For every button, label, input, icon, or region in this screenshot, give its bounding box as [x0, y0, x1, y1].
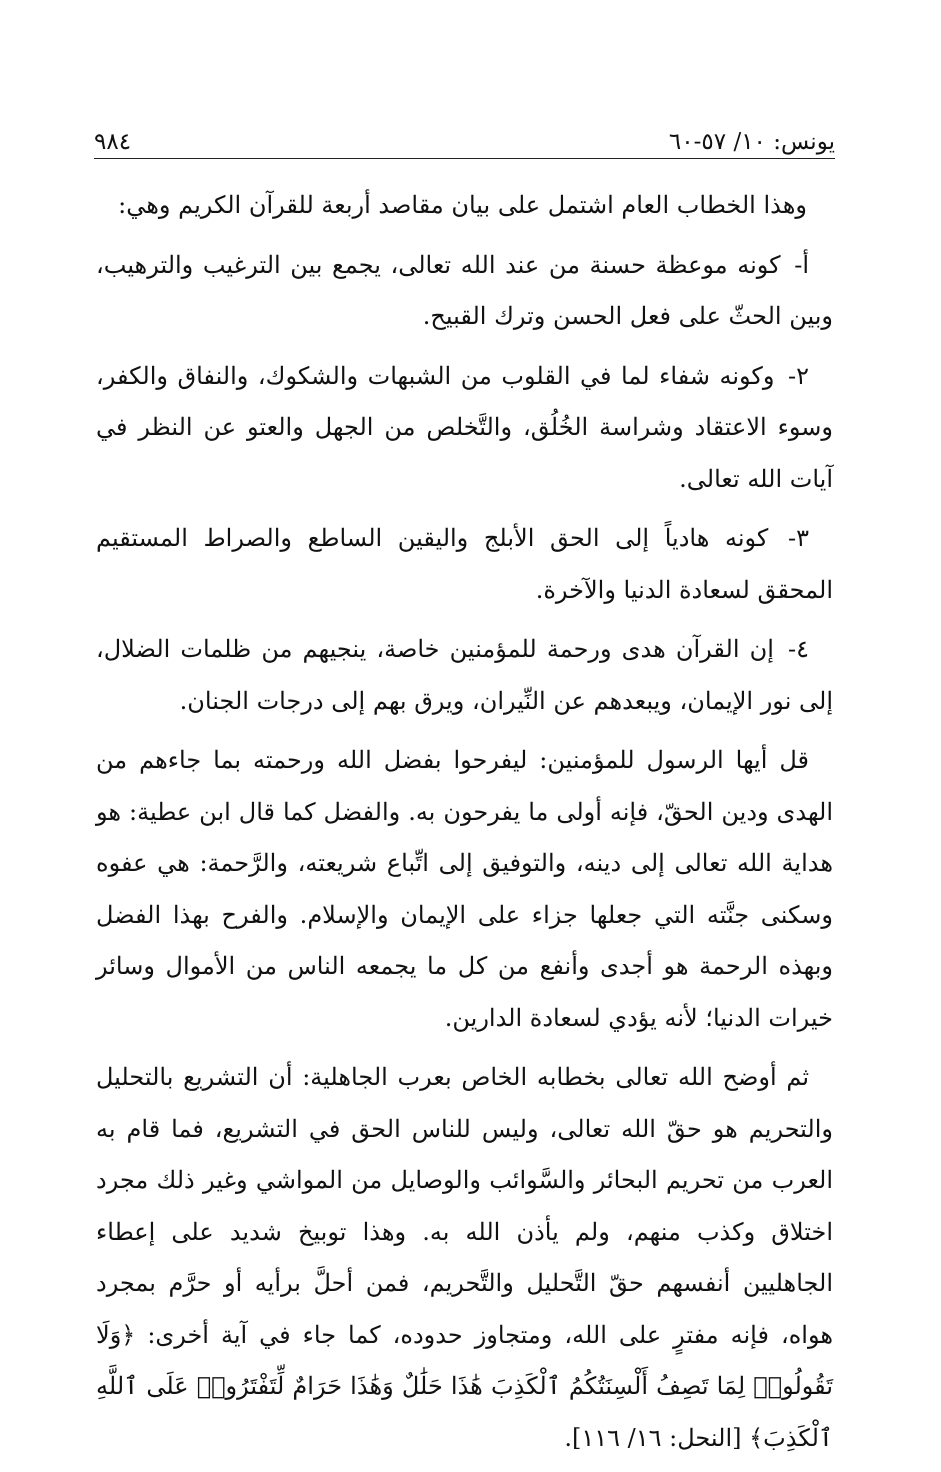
list-number: أ- [794, 250, 809, 279]
page-header [94, 114, 835, 154]
paragraph-text: كونه موعظة حسنة من عند الله تعالى، يجمع بين الترغيب والترهيب، وبين الحثّ على فعل الحسن وترك القبيح. [96, 250, 833, 330]
page-body [96, 180, 833, 1472]
paragraph [96, 735, 833, 1044]
list-item-4 [96, 624, 833, 727]
paragraph-text: ثم أوضح الله تعالى بخطابه الخاص بعرب الجاهلية: أن التشريع بالتحليل والتحريم هو حقّ الله تعالى، وليس للناس الحق في التشريع، فما قام به العرب من تحريم البحائر والسَّوائب والوصايل من المواشي وغير ذلك مجرد اختلاق وكذب منهم، ولم يأذن الله به. وهذا توبيخ شديد على إعطاء الجاهليين أنفسهم حقّ التَّحليل والتَّحريم، فمن أحلَّ برأيه أو حرَّم بمجرد هواه، فإنه مفترٍ على الله، ومتجاوز حدوده، كما جاء في آية أخرى: ﴿وَلَا تَقُولُوا۟ لِمَا تَصِفُ أَلْسِنَتُكُمُ ٱلْكَذِبَ هَٰذَا حَلَٰلٌ وَهَٰذَا حَرَامٌ لِّتَفْتَرُوا۟ عَلَى ٱللَّهِ ٱلْكَذِبَ﴾ [النحل: ١٦/ ١١٦]. [96, 1063, 833, 1452]
chapter-verse-reference: يونس: ١٠/ ٥٧-٦٠ [668, 129, 835, 155]
list-item-1 [96, 240, 833, 343]
page-number: ٩٨٤ [94, 129, 132, 155]
list-item-3 [96, 513, 833, 616]
paragraph [96, 1052, 833, 1464]
list-item-2 [96, 351, 833, 506]
paragraph-text: إن القرآن هدى ورحمة للمؤمنين خاصة، ينجيهم من ظلمات الضلال، إلى نور الإيمان، ويبعدهم عن النِّيران، ويرق بهم إلى درجات الجنان. [96, 635, 833, 715]
paragraph-text: وكونه شفاء لما في القلوب من الشبهات والشكوك، والنفاق والكفر، وسوء الاعتقاد وشراسة الخُلُق، والتَّخلص من الجهل والعتو عن النظر في آيات الله تعالى. [96, 361, 833, 493]
paragraph-text: قل أيها الرسول للمؤمنين: ليفرحوا بفضل الله ورحمته بما جاءهم من الهدى ودين الحقّ، فإنه أولى ما يفرحون به. والفضل كما قال ابن عطية: هو هداية الله تعالى إلى دينه، والتوفيق إلى اتِّباع شريعته، والرَّحمة: هي عفوه وسكنى جنَّته التي جعلها جزاء على الإيمان والإسلام. والفرح بهذا الفضل وبهذه الرحمة هو أجدى وأنفع من كل ما يجمعه الناس من الأموال وسائر خيرات الدنيا؛ لأنه يؤدي لسعادة الدارين. [96, 746, 833, 1032]
paragraph-text: كونه هادياً إلى الحق الأبلج واليقين الساطع والصراط المستقيم المحقق لسعادة الدنيا والآخرة. [96, 524, 833, 604]
list-number: ٤- [788, 635, 809, 663]
paragraph-text: وهذا الخطاب العام اشتمل على بيان مقاصد أربعة للقرآن الكريم وهي: [118, 191, 807, 219]
header-rule [94, 158, 835, 159]
list-number: ٣- [788, 524, 810, 552]
list-number: ٢- [788, 361, 809, 390]
intro-paragraph [96, 180, 833, 232]
